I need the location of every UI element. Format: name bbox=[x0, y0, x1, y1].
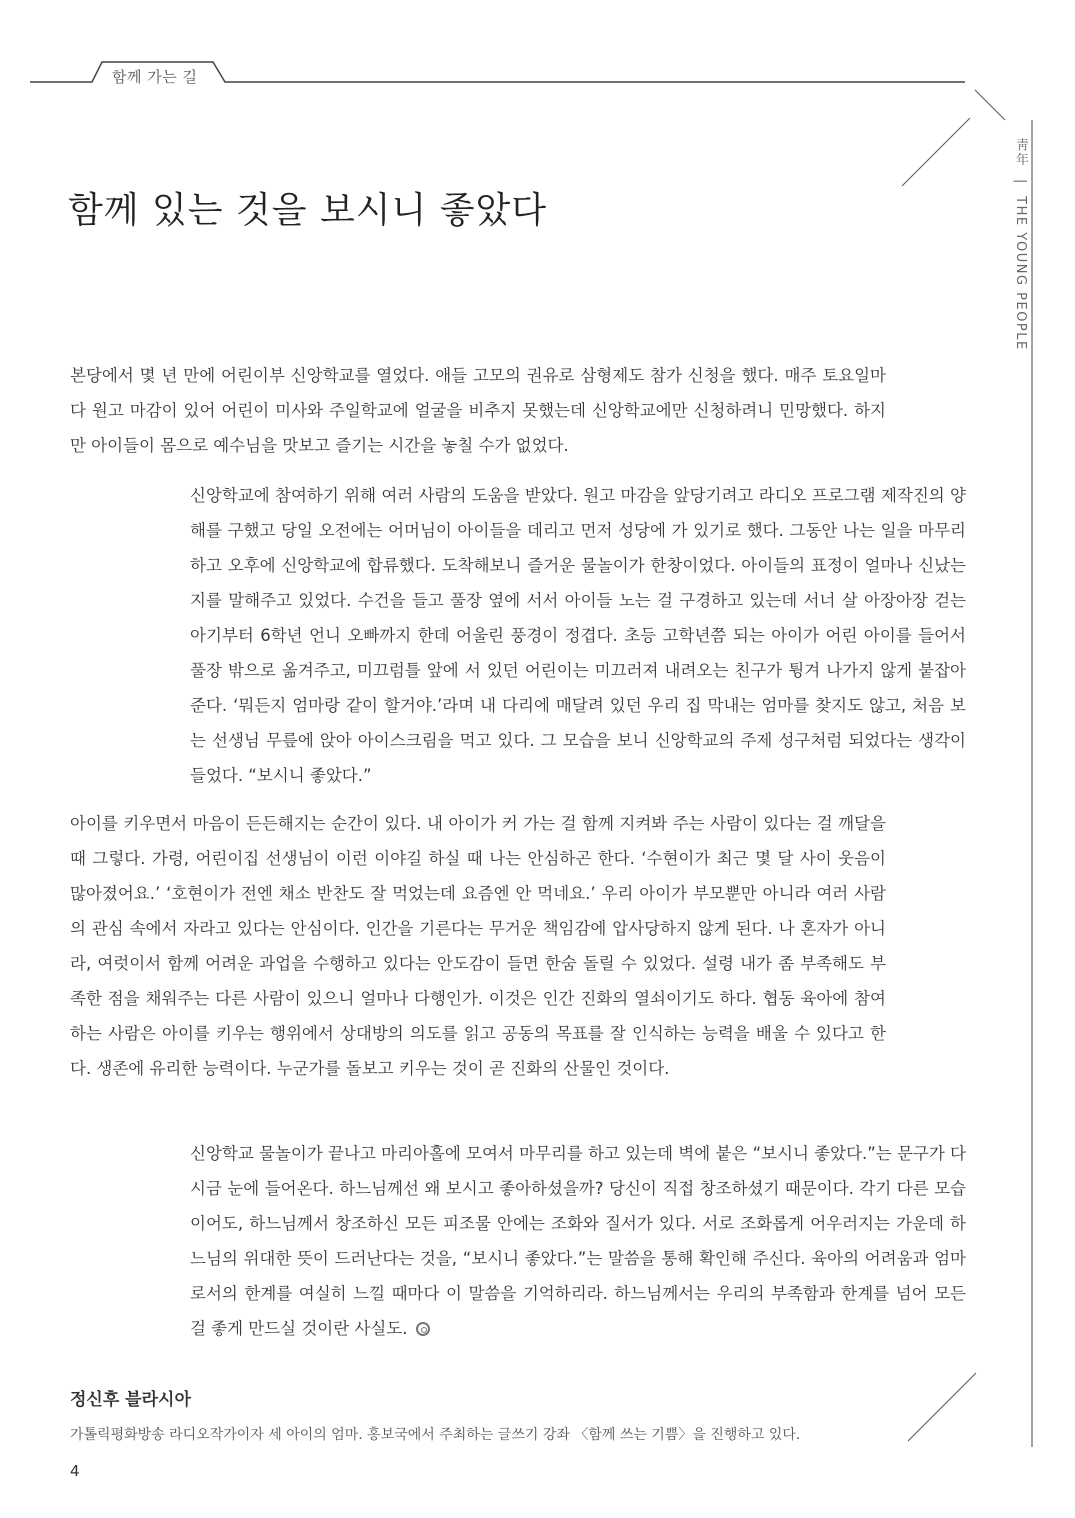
article-paragraph-3: 아이를 키우면서 마음이 든든해지는 순간이 있다. 내 아이가 커 가는 걸 함께 지켜봐 주는 사람이 있다는 걸 깨달을 때 그렇다. 가령, 어린이집 선생님이 이런 이야길 하실 때 나는 안심하곤 한다. ‘수현이가 최근 몇 달 사이 웃음이 많아졌어요.’ ‘호현이가 전엔 채소 반찬도 잘 먹었는데 요즘엔 안 먹네요.’ 우리 아이가 부모뿐만 아니라 여러 사람의 관심 속에서 자라고 있다는 안심이다. 인간을 기른다는 무거운 책임감에 압사당하지 않게 된다. 나 혼자가 아니라, 여럿이서 함께 어려운 과업을 수행하고 있다는 안도감이 들면 한숨 돌릴 수 있었다. 설령 내가 좀 부족해도 부족한 점을 채워주는 다른 사람이 있으니 얼마나 다행인가. 이것은 인간 진화의 열쇠이기도 하다. 협동 육아에 참여하는 사람은 아이를 키우는 행위에서 상대방의 의도를 읽고 공동의 목표를 잘 인식하는 능력을 배울 수 있다고 한다. 생존에 유리한 능력이다. 누군가를 돌보고 키우는 것이 곧 진화의 산물인 것이다. bbox=[70, 814, 886, 1078]
article-paragraph-1: 본당에서 몇 년 만에 어린이부 신앙학교를 열었다. 애들 고모의 권유로 삼형제도 참가 신청을 했다. 매주 토요일마다 원고 마감이 있어 어린이 미사와 주일학교에 얼굴을 비추지 못했는데 신앙학교에만 신청하려니 민망했다. 하지만 아이들이 몸으로 예수님을 맛보고 즐기는 시간을 놓칠 수가 없었다. bbox=[70, 366, 886, 455]
side-label-hanja: 靑年 bbox=[1013, 138, 1028, 167]
article-title: 함께 있는 것을 보시니 좋았다 bbox=[68, 190, 548, 231]
ornament-icon bbox=[416, 1322, 430, 1336]
corner-slash-top bbox=[975, 90, 1005, 120]
section-tab-label: 함께 가는 길 bbox=[112, 68, 198, 86]
article-paragraph-2-indented: 신앙학교에 참여하기 위해 여러 사람의 도움을 받았다. 원고 마감을 앞당기려고 라디오 프로그램 제작진의 양해를 구했고 당일 오전에는 어머님이 아이들을 데리고 먼저 성당에 가 있기로 했다. 그동안 나는 일을 마무리하고 오후에 신앙학교에 합류했다. 도착해보니 즐거운 물놀이가 한창이었다. 아이들의 표정이 얼마나 신났는지를 말해주고 있었다. 수건을 들고 풀장 옆에 서서 아이들 노는 걸 구경하고 있는데 서너 살 아장아장 걷는 아기부터 6학년 언니 오빠까지 한데 어울린 풍경이 정겹다. 초등 고학년쯤 되는 아이가 어린 아이를 들어서 풀장 밖으로 옮겨주고, 미끄럼틀 앞에 서 있던 어린이는 미끄러져 내려오는 친구가 튕겨 나가지 않게 붙잡아 준다. ‘뭐든지 엄마랑 같이 할거야.’라며 내 다리에 매달려 있던 우리 집 막내는 엄마를 찾지도 않고, 처음 보는 선생님 무릎에 앉아 아이스크림을 먹고 있다. 그 모습을 보니 신앙학교의 주제 성구처럼 되었다는 생각이 들었다. “보시니 좋았다.” bbox=[190, 486, 966, 785]
page-number: 4 bbox=[70, 1462, 80, 1480]
article-paragraph-4-text: 신앙학교 물놀이가 끝나고 마리아홀에 모여서 마무리를 하고 있는데 벽에 붙은 “보시니 좋았다.”는 문구가 다시금 눈에 들어온다. 하느님께선 왜 보시고 좋아하셨을까? 당신이 직접 창조하셨기 때문이다. 각기 다른 모습이어도, 하느님께서 창조하신 모든 피조물 안에는 조화와 질서가 있다. 서로 조화롭게 어우러지는 가운데 하느님의 위대한 뜻이 드러난다는 것을, “보시니 좋았다.”는 말씀을 통해 확인해 주신다. 육아의 어려움과 엄마로서의 한계를 여실히 느낄 때마다 이 말씀을 기억하리라. 하느님께서는 우리의 부족함과 한계를 넘어 모든 걸 좋게 만드실 것이란 사실도. bbox=[190, 1144, 966, 1338]
side-label-english: THE YOUNG PEOPLE bbox=[1013, 196, 1028, 351]
author-name: 정신후 블라시아 bbox=[70, 1390, 191, 1410]
diagonal-line-bottom bbox=[908, 1373, 976, 1441]
author-bio: 가톨릭평화방송 라디오작가이자 세 아이의 엄마. 홍보국에서 주최하는 글쓰기 강좌 〈함께 쓰는 기쁨〉을 진행하고 있다. bbox=[70, 1427, 801, 1443]
article-paragraph-4-indented bbox=[190, 1136, 966, 1346]
side-label-separator: | bbox=[1013, 178, 1028, 185]
side-section-label bbox=[1010, 138, 1030, 378]
diagonal-line-top bbox=[902, 118, 970, 186]
